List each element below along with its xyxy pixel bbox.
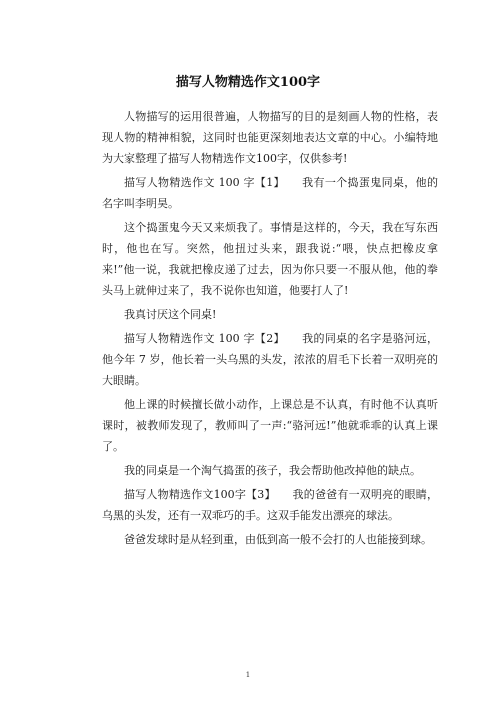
document-body <box>102 106 438 553</box>
paragraph-essay-3-heading: 描写人物精选作文100字【3】 我的爸爸有一双明亮的眼睛，乌黑的头发，还有一双乖巧的手。这双手能发出漂亮的球法。 <box>102 488 438 522</box>
paragraph-essay-1-heading: 描写人物精选作文 100 字【1】 我有一个捣蛋鬼同桌，他的名字叫李明昊。 <box>102 176 438 210</box>
paragraph-essay-1-end: 我真讨厌这个同桌! <box>124 308 217 321</box>
paragraph-intro: 人物描写的运用很普遍，人物描写的目的是刻画人物的性格，表现人物的精神相貌，这同时也能更深刻地表达文章的中心。小编特地为大家整理了描写人物精选作文100字，仅供参考! <box>102 110 438 165</box>
paragraph-essay-2-heading: 描写人物精选作文 100 字【2】 我的同桌的名字是骆河远，他今年 7 岁，他长着一头乌黑的头发，浓浓的眉毛下长着一双明亮的大眼睛。 <box>102 332 438 387</box>
document-title: 描写人物精选作文100字 <box>175 75 321 90</box>
paragraph-essay-3-body: 爸爸发球时是从轻到重，由低到高一般不会打的人也能接到球。 <box>124 533 432 546</box>
paragraph-essay-1-body: 这个捣蛋鬼今天又来烦我了。事情是这样的，今天，我在写东西时，他也在写。突然，他扭过头来，跟我说:“喂，快点把橡皮拿来!”他一说，我就把橡皮递了过去，因为你只要一不服从他，他的拳头马上就伸过来了，我不说你也知道，他要打人了! <box>102 221 438 297</box>
page-number: 1 <box>245 671 251 679</box>
paragraph-essay-2-end: 我的同桌是一个淘气捣蛋的孩子，我会帮助他改掉他的缺点。 <box>124 464 421 477</box>
paragraph-essay-2-body: 他上课的时候擅长做小动作，上课总是不认真，有时他不认真听课时，被教师发现了，教师叫了一声:“骆河远!”他就乖乖的认真上课了。 <box>102 398 438 453</box>
